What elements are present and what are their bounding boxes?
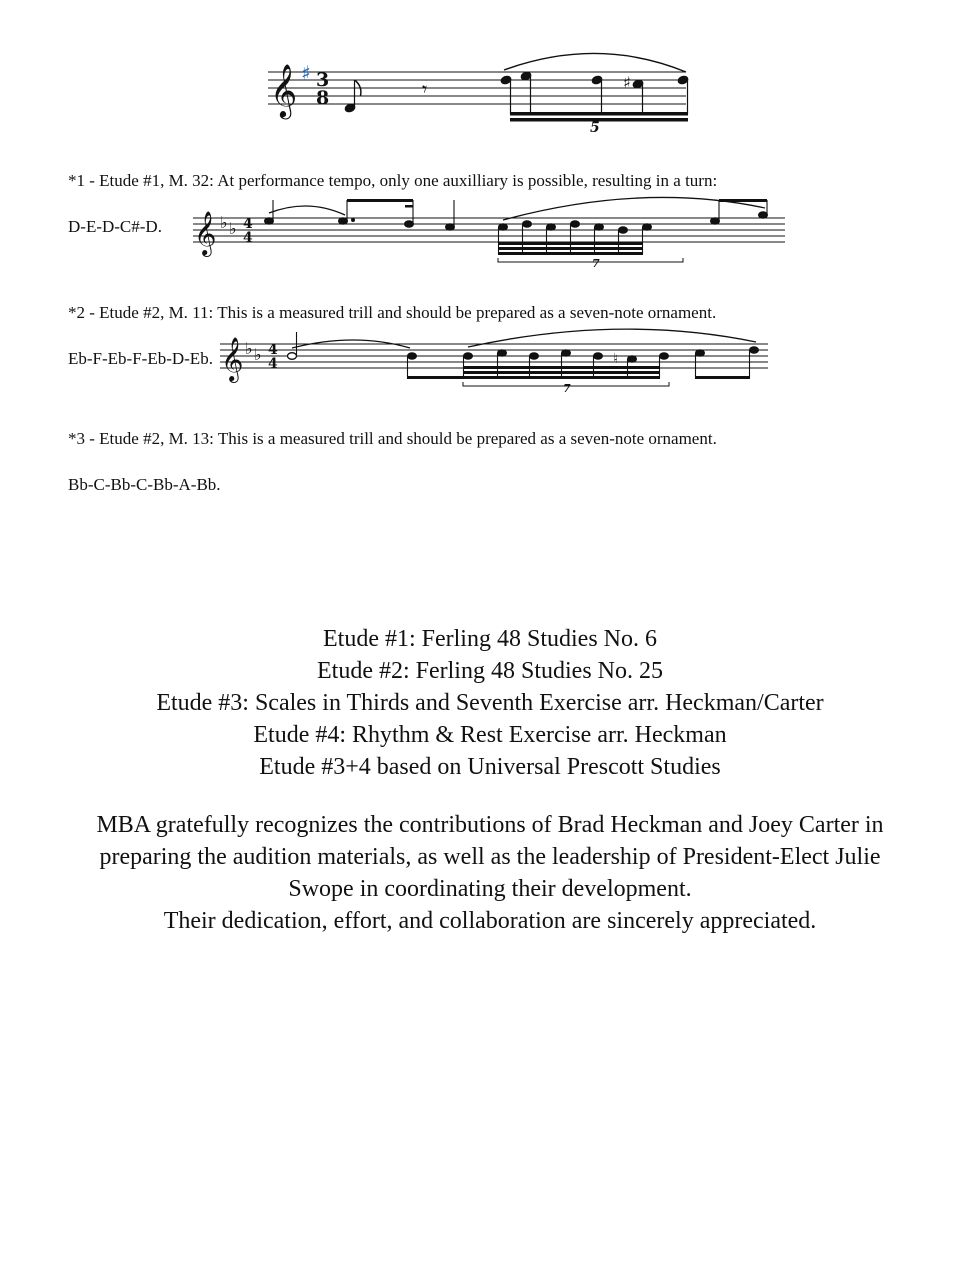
etude-1: Etude #1: Ferling 48 Studies No. 6 [323, 626, 657, 652]
tuplet-number: 7 [592, 257, 600, 270]
key-signature-flat: ♭ [254, 345, 262, 364]
treble-clef-icon: 𝄞 [270, 63, 298, 117]
tuplet-number: 5 [590, 120, 600, 136]
footnote-2-line2: Eb-F-Eb-F-Eb-D-Eb. [68, 349, 213, 368]
footnote-1-line2: D-E-D-C#-D. [68, 217, 162, 236]
time-signature-bottom: 4 [268, 356, 278, 372]
tuplet-number: 7 [563, 382, 571, 395]
staff-lines [220, 344, 768, 368]
etude-4: Etude #4: Rhythm & Rest Exercise arr. Heckman [253, 722, 727, 748]
etude-2: Etude #2: Ferling 48 Studies No. 25 [317, 658, 663, 684]
time-signature-bottom: 8 [316, 87, 330, 109]
appreciation-line: Their dedication, effort, and collaboration are sincerely appreciated. [163, 908, 817, 934]
music-example-2 [193, 196, 793, 270]
music-example-3 [220, 330, 780, 400]
key-signature-flat: ♭ [229, 219, 237, 238]
time-signature-bottom: 4 [243, 230, 253, 246]
sharp-accidental: ♯ [623, 73, 631, 92]
slur [504, 53, 686, 72]
etude-3: Etude #3: Scales in Thirds and Seventh Exercise arr. Heckman/Carter [156, 690, 824, 716]
treble-clef-icon: 𝄞 [194, 211, 217, 255]
treble-clef-icon: 𝄞 [221, 337, 244, 381]
footnote-2-line1: *2 - Etude #2, M. 11: This is a measured trill and should be prepared as a seven-note ornament. [68, 303, 717, 322]
footnote-3-line1: *3 - Etude #2, M. 13: This is a measured trill and should be prepared as a seven-note ornament. [68, 429, 717, 448]
slur [503, 197, 765, 220]
staff-lines [193, 218, 785, 242]
time-signature-top: 3 [316, 69, 330, 91]
footnote-3-line2: Bb-C-Bb-C-Bb-A-Bb. [68, 475, 221, 494]
credits-paragraph: MBA gratefully recognizes the contributions of Brad Heckman and Joey Carter in preparing the audition materials, as well as the leadership of President-Elect Julie Swope in coordinating their development. [96, 812, 884, 902]
eighth-rest: 𝄾 [422, 77, 428, 101]
tuplet-bracket [498, 258, 683, 262]
etude-list [40, 623, 940, 783]
notes [265, 199, 768, 255]
footnote-1-line1: *1 - Etude #1, M. 32: At performance tempo, only one auxilliary is possible, resulting in a turn: [68, 171, 718, 190]
time-signature-top: 4 [243, 216, 253, 232]
etude-3-4-basis: Etude #3+4 based on Universal Prescott Studies [259, 754, 721, 780]
time-signature-top: 4 [268, 342, 278, 358]
key-signature-flat: ♭ [245, 339, 253, 358]
natural-accidental: ♮ [613, 351, 619, 367]
key-signature-sharp: ♯ [301, 61, 311, 85]
credits [70, 809, 910, 937]
slur [269, 206, 345, 215]
footnote-3 [68, 404, 928, 519]
music-example-1 [268, 56, 698, 136]
key-signature-flat: ♭ [220, 213, 228, 232]
